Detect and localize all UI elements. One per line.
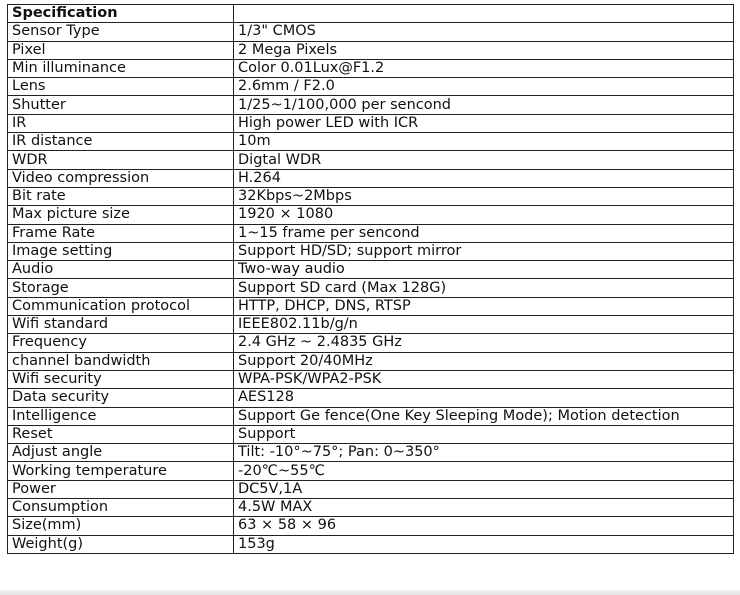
row-value-cell[interactable]: -20℃~55℃ xyxy=(234,462,734,480)
row-label-cell[interactable]: Video compression xyxy=(8,169,234,187)
row-value-cell[interactable]: Two-way audio xyxy=(234,261,734,279)
row-label-cell[interactable]: Lens xyxy=(8,78,234,96)
row-label-cell[interactable]: Pixel xyxy=(8,41,234,59)
row-value-cell[interactable]: 153g xyxy=(234,535,734,553)
row-label-cell[interactable]: Intelligence xyxy=(8,407,234,425)
row-label-cell[interactable]: Shutter xyxy=(8,96,234,114)
row-value-cell[interactable]: 4.5W MAX xyxy=(234,499,734,517)
row-value-cell[interactable]: 10m xyxy=(234,133,734,151)
row-label-cell[interactable]: Communication protocol xyxy=(8,297,234,315)
row-label-cell[interactable]: Sensor Type xyxy=(8,23,234,41)
row-label-cell[interactable]: Working temperature xyxy=(8,462,234,480)
table-row xyxy=(8,78,734,96)
row-label-cell[interactable]: Power xyxy=(8,480,234,498)
row-value-cell[interactable]: Support xyxy=(234,425,734,443)
table-row xyxy=(8,261,734,279)
header-cell-value[interactable] xyxy=(234,5,734,23)
specification-table xyxy=(7,4,734,554)
row-label-cell[interactable]: Frequency xyxy=(8,334,234,352)
row-label-cell[interactable]: WDR xyxy=(8,151,234,169)
table-row xyxy=(8,499,734,517)
row-value-cell[interactable]: Color 0.01Lux@F1.2 xyxy=(234,59,734,77)
row-label-cell[interactable]: Audio xyxy=(8,261,234,279)
row-value-cell[interactable]: Support 20/40MHz xyxy=(234,352,734,370)
row-value-cell[interactable]: WPA-PSK/WPA2-PSK xyxy=(234,370,734,388)
table-row xyxy=(8,407,734,425)
row-value-cell[interactable]: Support HD/SD; support mirror xyxy=(234,242,734,260)
table-row xyxy=(8,41,734,59)
row-value-cell[interactable]: IEEE802.11b/g/n xyxy=(234,316,734,334)
row-label-cell[interactable]: Bit rate xyxy=(8,187,234,205)
row-value-cell[interactable]: 1/3" CMOS xyxy=(234,23,734,41)
row-value-cell[interactable]: 2 Mega Pixels xyxy=(234,41,734,59)
row-label-cell[interactable]: IR distance xyxy=(8,133,234,151)
table-row xyxy=(8,462,734,480)
table-row xyxy=(8,224,734,242)
row-label-cell[interactable]: Reset xyxy=(8,425,234,443)
table-row xyxy=(8,279,734,297)
row-label-cell[interactable]: Size(mm) xyxy=(8,517,234,535)
table-row xyxy=(8,59,734,77)
table-row xyxy=(8,444,734,462)
row-value-cell[interactable]: High power LED with ICR xyxy=(234,114,734,132)
table-row xyxy=(8,334,734,352)
table-row xyxy=(8,169,734,187)
table-row xyxy=(8,96,734,114)
row-value-cell[interactable]: HTTP, DHCP, DNS, RTSP xyxy=(234,297,734,315)
row-value-cell[interactable]: Digtal WDR xyxy=(234,151,734,169)
table-row xyxy=(8,23,734,41)
row-value-cell[interactable]: 2.6mm / F2.0 xyxy=(234,78,734,96)
row-value-cell[interactable]: Tilt: -10°~75°; Pan: 0~350° xyxy=(234,444,734,462)
table-row xyxy=(8,114,734,132)
row-label-cell[interactable]: Wifi standard xyxy=(8,316,234,334)
row-value-cell[interactable]: 63 × 58 × 96 xyxy=(234,517,734,535)
table-row xyxy=(8,480,734,498)
specification-table-body xyxy=(8,5,734,554)
row-label-cell[interactable]: Weight(g) xyxy=(8,535,234,553)
row-label-cell[interactable]: IR xyxy=(8,114,234,132)
window-bottom-edge xyxy=(0,590,740,595)
row-label-cell[interactable]: Min illuminance xyxy=(8,59,234,77)
row-value-cell[interactable]: 1920 × 1080 xyxy=(234,206,734,224)
row-value-cell[interactable]: H.264 xyxy=(234,169,734,187)
row-label-cell[interactable]: Adjust angle xyxy=(8,444,234,462)
row-label-cell[interactable]: channel bandwidth xyxy=(8,352,234,370)
table-row xyxy=(8,316,734,334)
row-value-cell[interactable]: Support SD card (Max 128G) xyxy=(234,279,734,297)
row-label-cell[interactable]: Max picture size xyxy=(8,206,234,224)
row-label-cell[interactable]: Wifi security xyxy=(8,370,234,388)
table-row xyxy=(8,425,734,443)
table-row xyxy=(8,297,734,315)
table-row xyxy=(8,517,734,535)
row-value-cell[interactable]: DC5V,1A xyxy=(234,480,734,498)
table-row xyxy=(8,187,734,205)
table-row xyxy=(8,206,734,224)
row-label-cell[interactable]: Data security xyxy=(8,389,234,407)
table-row xyxy=(8,352,734,370)
table-row xyxy=(8,535,734,553)
table-row xyxy=(8,133,734,151)
row-label-cell[interactable]: Consumption xyxy=(8,499,234,517)
row-label-cell[interactable]: Frame Rate xyxy=(8,224,234,242)
row-label-cell[interactable]: Image setting xyxy=(8,242,234,260)
row-value-cell[interactable]: Support Ge fence(One Key Sleeping Mode); Motion detection xyxy=(234,407,734,425)
table-row xyxy=(8,242,734,260)
table-row xyxy=(8,389,734,407)
table-header-row xyxy=(8,5,734,23)
header-cell-label[interactable]: Specification xyxy=(8,5,234,23)
row-value-cell[interactable]: AES128 xyxy=(234,389,734,407)
table-row xyxy=(8,370,734,388)
row-value-cell[interactable]: 32Kbps~2Mbps xyxy=(234,187,734,205)
row-value-cell[interactable]: 2.4 GHz ~ 2.4835 GHz xyxy=(234,334,734,352)
row-value-cell[interactable]: 1~15 frame per sencond xyxy=(234,224,734,242)
table-row xyxy=(8,151,734,169)
row-value-cell[interactable]: 1/25~1/100,000 per sencond xyxy=(234,96,734,114)
row-label-cell[interactable]: Storage xyxy=(8,279,234,297)
